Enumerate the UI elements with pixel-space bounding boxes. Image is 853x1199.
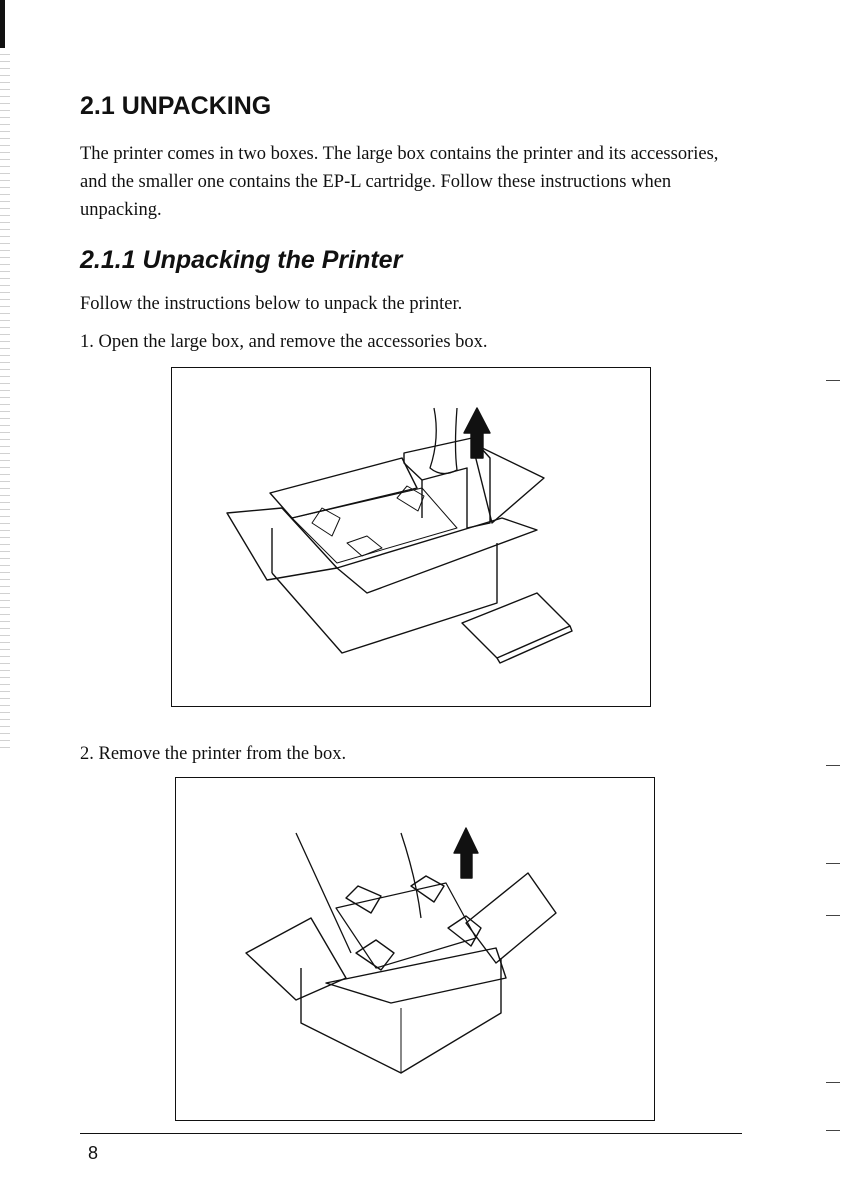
figure-remove-printer-illustration — [175, 777, 655, 1121]
hand-right — [401, 833, 421, 918]
up-arrow-icon — [454, 828, 478, 878]
booklet — [462, 593, 570, 658]
box-flap-right — [466, 873, 556, 963]
hand-left — [296, 833, 351, 953]
margin-mark — [826, 1130, 840, 1131]
box-flap-left — [227, 508, 337, 580]
intro-paragraph: The printer comes in two boxes. The large box contains the printer and its accessories, and the smaller one contains the EP-L cartridge. Follow these instructions when unpacking. — [80, 144, 719, 220]
margin-mark — [826, 1082, 840, 1083]
box-flap-front — [337, 518, 537, 593]
subsection-heading: 2.1.1 Unpacking the Printer — [80, 246, 403, 274]
box-flap-left — [246, 918, 346, 1000]
figure-open-box-illustration — [171, 367, 651, 707]
margin-mark — [826, 765, 840, 766]
page-number: 8 — [88, 1143, 99, 1163]
printer-body — [336, 883, 476, 968]
margin-mark — [826, 380, 840, 381]
scan-edge-mark — [0, 0, 5, 48]
margin-mark — [826, 915, 840, 916]
box-flap-back — [270, 458, 417, 518]
margin-mark — [826, 863, 840, 864]
lead-sentence: Follow the instructions below to unpack the printer. — [80, 294, 463, 314]
scan-edge-speckle — [0, 48, 10, 748]
hand — [430, 408, 457, 474]
footer-rule — [80, 1133, 742, 1134]
section-heading: 2.1 UNPACKING — [80, 92, 272, 120]
step-2-text: 2. Remove the printer from the box. — [80, 744, 347, 764]
box-body-front — [272, 543, 497, 653]
step-1-text: 1. Open the large box, and remove the accessories box. — [80, 332, 488, 352]
